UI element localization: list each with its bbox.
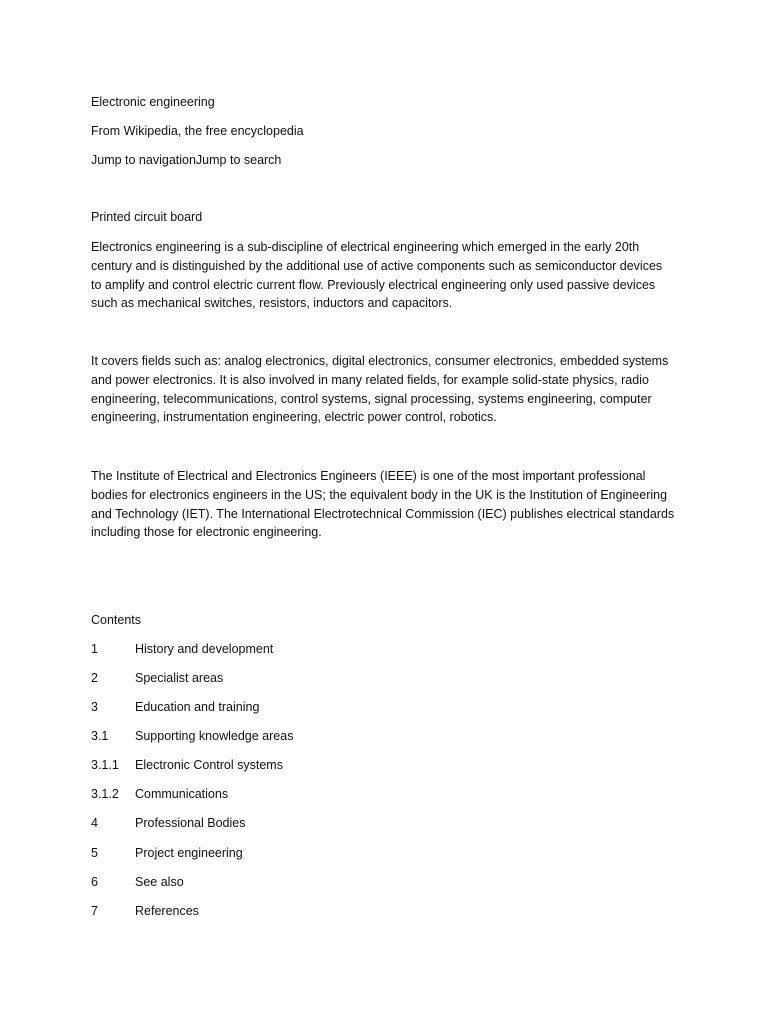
paragraph-fields (91, 352, 691, 427)
toc-number: 4 (91, 816, 98, 830)
paragraph-intro (91, 238, 691, 313)
toc-item[interactable] (91, 814, 245, 832)
paragraph-line: engineering, telecommunications, control systems, signal processing, systems engineering, computer (91, 391, 652, 406)
toc-label: See also (135, 875, 184, 889)
paragraph-line: and power electronics. It is also involved in many related fields, for example solid-state physics, radio (91, 372, 649, 387)
page-title: Electronic engineering (91, 95, 215, 109)
contents-heading: Contents (91, 613, 142, 627)
paragraph-line: and Technology (IET). The International Electrotechnical Commission (IEC) publishes electrical standards (91, 506, 675, 521)
toc-label: Education and training (135, 700, 260, 714)
paragraph-bodies (91, 467, 691, 542)
toc-number: 6 (91, 875, 98, 889)
image-caption: Printed circuit board (91, 210, 203, 224)
toc-label: Electronic Control systems (135, 758, 283, 772)
jump-links: Jump to navigationJump to search (91, 153, 282, 167)
toc-item[interactable] (91, 669, 223, 687)
paragraph-line: including those for electronic engineering. (91, 525, 322, 540)
paragraph-line: century and is distinguished by the additional use of active components such as semiconductor devices (91, 258, 663, 273)
toc-item[interactable] (91, 727, 293, 745)
toc-item[interactable] (91, 844, 243, 862)
toc-number: 1 (91, 642, 98, 656)
toc-item[interactable] (91, 873, 184, 891)
paragraph-line: Electronics engineering is a sub-discipline of electrical engineering which emerged in the early 20th (91, 240, 640, 254)
source-line: From Wikipedia, the free encyclopedia (91, 124, 304, 138)
toc-number: 3.1.2 (91, 787, 119, 801)
paragraph-line: such as mechanical switches, resistors, inductors and capacitors. (91, 296, 453, 311)
toc-label: History and development (135, 642, 274, 656)
toc-number: 3 (91, 700, 98, 714)
toc-item[interactable] (91, 698, 259, 716)
paragraph-line: to amplify and control electric current flow. Previously electrical engineering only used passive devices (91, 277, 656, 292)
paragraph-line: bodies for electronics engineers in the US; the equivalent body in the UK is the Institution of Engineering (91, 487, 668, 502)
toc-label: Project engineering (135, 846, 243, 860)
toc-item[interactable] (91, 902, 199, 920)
toc-item[interactable] (91, 785, 228, 803)
toc-number: 3.1.1 (91, 758, 119, 772)
paragraph-line: The Institute of Electrical and Electronics Engineers (IEEE) is one of the most important professional (91, 469, 646, 483)
toc-label: Specialist areas (135, 671, 224, 685)
toc-label: Communications (135, 787, 229, 801)
toc-label: Supporting knowledge areas (135, 729, 294, 743)
paragraph-line: It covers fields such as: analog electronics, digital electronics, consumer electronics, embedded systems (91, 354, 669, 368)
toc-item[interactable] (91, 756, 283, 774)
toc-item[interactable] (91, 640, 273, 658)
toc-number: 3.1 (91, 729, 109, 743)
toc-label: References (135, 904, 199, 918)
toc-label: Professional Bodies (135, 816, 246, 830)
paragraph-line: engineering, instrumentation engineering, electric power control, robotics. (91, 410, 497, 425)
toc-number: 5 (91, 846, 98, 860)
toc-number: 7 (91, 904, 98, 918)
toc-number: 2 (91, 671, 98, 685)
